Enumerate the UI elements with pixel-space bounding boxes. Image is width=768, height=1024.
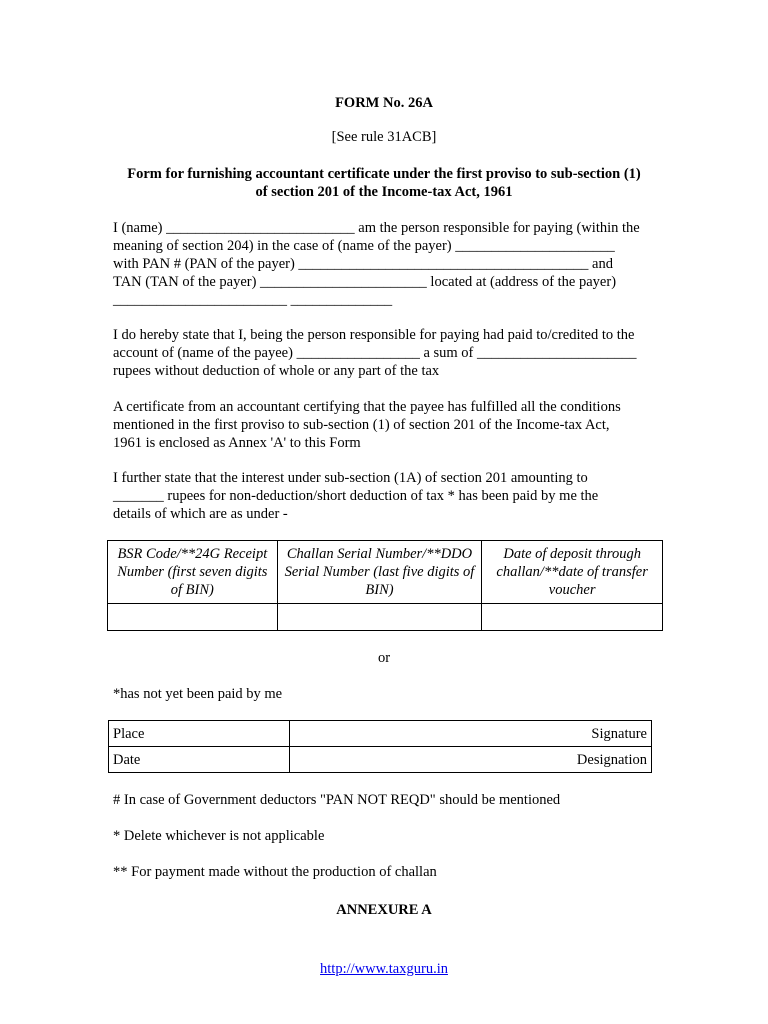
note-challan: ** For payment made without the production of challan	[113, 864, 437, 880]
deposit-details-table	[107, 540, 663, 631]
paragraph-line: I (name) __________________________ am the person responsible for paying (within the	[113, 220, 640, 236]
signature-table	[108, 720, 652, 773]
footer	[0, 960, 768, 978]
paragraph-line: TAN (TAN of the payer) _______________________ located at (address of the payer)	[113, 274, 617, 290]
form-number: FORM No. 26A	[335, 95, 433, 111]
challan-serial-cell	[277, 604, 482, 631]
paragraph-line: with PAN # (PAN of the payer) ________________________________________ and	[113, 256, 613, 272]
interest-paragraph	[113, 469, 658, 523]
paragraph-line: I further state that the interest under sub-section (1A) of section 201 amounting to	[113, 470, 588, 486]
table-header-row	[108, 541, 663, 604]
place-label: Place	[109, 721, 290, 747]
paragraph-line: 1961 is enclosed as Annex 'A' to this Form	[113, 435, 361, 451]
not-paid-statement: *has not yet been paid by me	[113, 686, 283, 702]
paragraph-line: mentioned in the first proviso to sub-section (1) of section 201 of the Income-tax Act,	[113, 417, 610, 433]
rule-reference: [See rule 31ACB]	[331, 129, 437, 145]
paragraph-line: A certificate from an accountant certifying that the payee has fulfilled all the conditions	[113, 399, 621, 415]
note-delete: * Delete whichever is not applicable	[113, 828, 325, 844]
challan-serial-header: Challan Serial Number/**DDO Serial Number (last five digits of BIN)	[277, 541, 482, 604]
bsr-code-header: BSR Code/**24G Receipt Number (first seven digits of BIN)	[108, 541, 278, 604]
form-title-line2: of section 201 of the Income-tax Act, 1961	[255, 184, 513, 200]
note-pan: # In case of Government deductors "PAN NOT REQD" should be mentioned	[113, 792, 561, 808]
bsr-code-cell	[108, 604, 278, 631]
paragraph-line: meaning of section 204) in the case of (name of the payer) ______________________	[113, 238, 615, 254]
or-separator: or	[377, 650, 391, 666]
form-title-line1: Form for furnishing accountant certificate under the first proviso to sub-section (1)	[127, 166, 641, 182]
paragraph-line: rupees without deduction of whole or any part of the tax	[113, 363, 440, 379]
signature-label: Signature	[289, 721, 651, 747]
date-label: Date	[109, 747, 290, 773]
table-row	[109, 721, 652, 747]
table-row	[108, 604, 663, 631]
taxguru-link[interactable]: http://www.taxguru.in	[320, 961, 448, 977]
annexure-heading: ANNEXURE A	[336, 902, 432, 918]
paragraph-line: I do hereby state that I, being the person responsible for paying had paid to/credited to the	[113, 327, 635, 343]
paragraph-line: account of (name of the payee) _________________ a sum of ______________________	[113, 345, 637, 361]
certificate-paragraph	[113, 398, 658, 452]
paragraph-line: details of which are as under -	[113, 506, 288, 522]
paragraph-line: ________________________ ______________	[113, 292, 393, 308]
designation-label: Designation	[289, 747, 651, 773]
declaration-paragraph	[113, 219, 658, 309]
deposit-date-cell	[482, 604, 663, 631]
paragraph-line: _______ rupees for non-deduction/short deduction of tax * has been paid by me the	[113, 488, 599, 504]
table-row	[109, 747, 652, 773]
payment-statement-paragraph	[113, 326, 658, 380]
deposit-date-header: Date of deposit through challan/**date of transfer voucher	[482, 541, 663, 604]
